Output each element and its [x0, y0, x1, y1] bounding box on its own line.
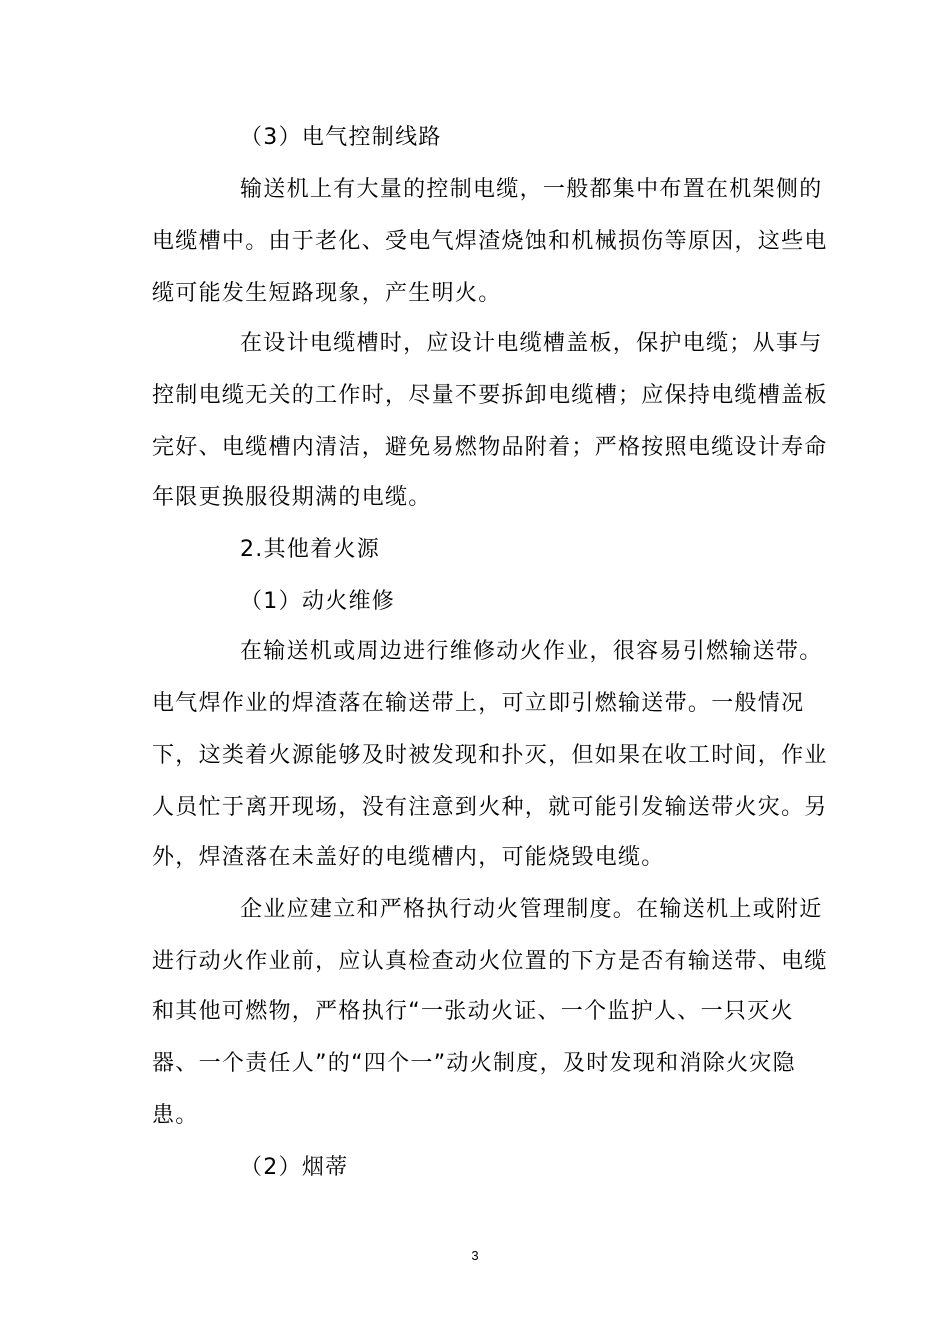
paragraph-line: 患。 — [152, 1103, 199, 1128]
paragraph-line: 外，焊渣落在未盖好的电缆槽内，可能烧毁电缆。 — [152, 845, 665, 870]
subsection-heading-hot-work: （1）动火维修 — [240, 589, 396, 614]
paragraph-line: 和其他可燃物，严格执行“一张动火证、一个监护人、一只灭火 — [152, 999, 794, 1024]
paragraph-line: 在设计电缆槽时，应设计电缆槽盖板，保护电缆；从事与 — [240, 331, 823, 356]
subsection-heading-electrical-control: （3）电气控制线路 — [240, 125, 442, 150]
paragraph-line: 在输送机或周边进行维修动火作业，很容易引燃输送带。 — [240, 639, 823, 664]
paragraph-line: 电缆槽中。由于老化、受电气焊渣烧蚀和机械损伤等原因，这些电 — [152, 229, 828, 254]
subsection-heading-cigarette-butts: （2）烟蒂 — [240, 1155, 349, 1180]
paragraph-line: 完好、电缆槽内清洁，避免易燃物品附着；严格按照电缆设计寿命 — [152, 435, 828, 460]
paragraph-line: 控制电缆无关的工作时，尽量不要拆卸电缆槽；应保持电缆槽盖板 — [152, 383, 828, 408]
paragraph-line: 电气焊作业的焊渣落在输送带上，可立即引燃输送带。一般情况 — [152, 691, 805, 716]
paragraph-line: 企业应建立和严格执行动火管理制度。在输送机上或附近 — [240, 897, 823, 922]
paragraph-line: 进行动火作业前，应认真检查动火位置的下方是否有输送带、电缆 — [152, 949, 828, 974]
paragraph-line: 缆可能发生短路现象，产生明火。 — [152, 281, 502, 306]
section-heading-other-ignition: 2.其他着火源 — [240, 537, 381, 562]
page-number: 3 — [471, 1248, 479, 1263]
paragraph-line: 下，这类着火源能够及时被发现和扑灭，但如果在收工时间，作业 — [152, 743, 828, 768]
paragraph-line: 输送机上有大量的控制电缆，一般都集中布置在机架侧的 — [240, 177, 823, 202]
paragraph-line: 器、一个责任人”的“四个一”动火制度，及时发现和消除火灾隐 — [152, 1051, 796, 1076]
paragraph-line: 人员忙于离开现场，没有注意到火种，就可能引发输送带火灾。另 — [152, 795, 828, 820]
paragraph-line: 年限更换服役期满的电缆。 — [152, 485, 432, 510]
